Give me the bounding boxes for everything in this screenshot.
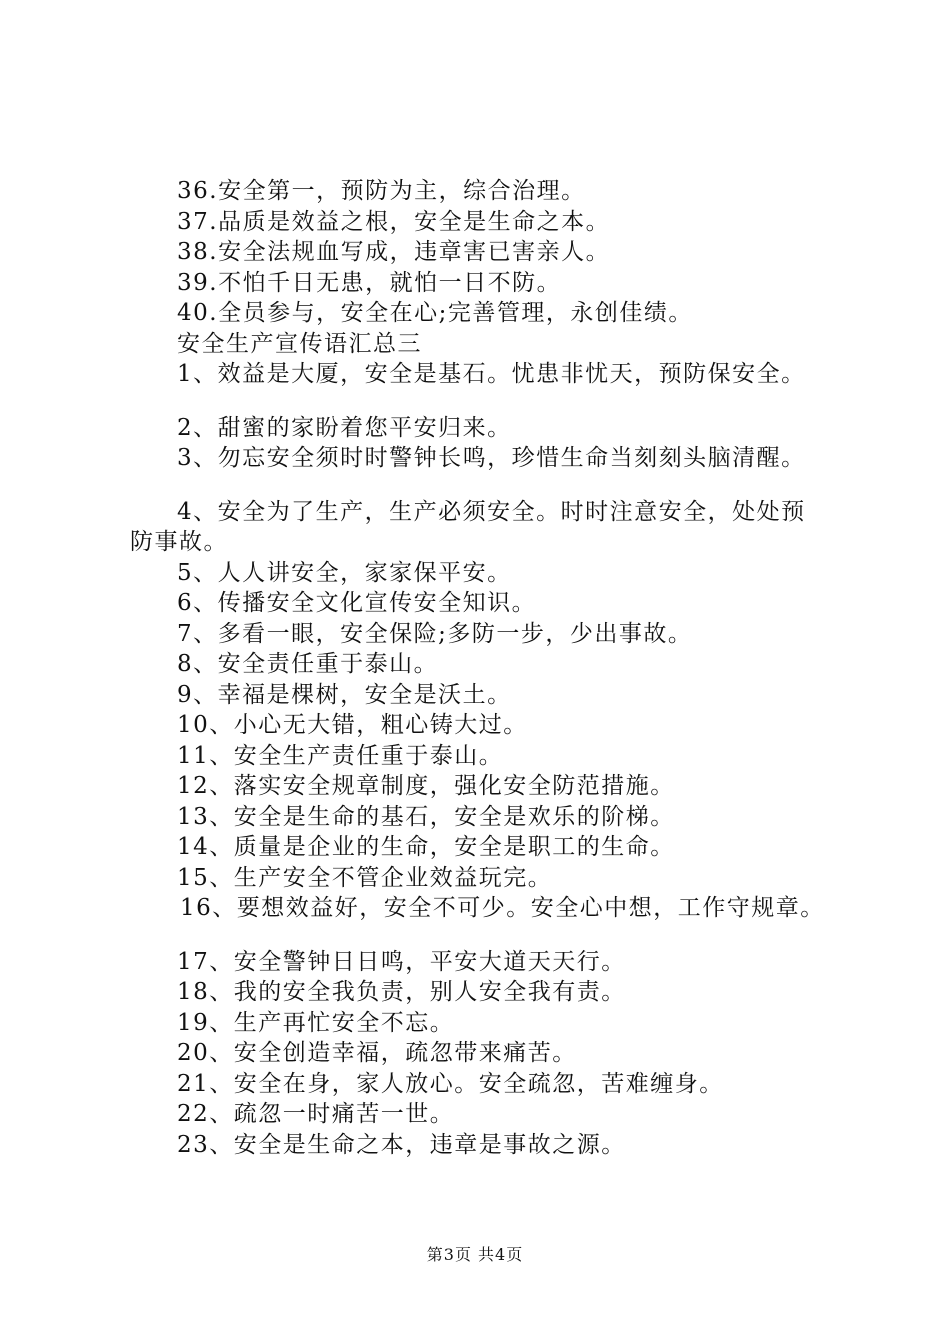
text-line: 40.全员参与，安全在心;完善管理，永创佳绩。 <box>177 300 693 326</box>
text-line: 13、安全是生命的基石，安全是欢乐的阶梯。 <box>177 803 675 830</box>
text-line: 19、生产再忙安全不忘。 <box>177 1009 455 1036</box>
text-line: 7、多看一眼，安全保险;多防一步，少出事故。 <box>177 620 693 647</box>
text-line: 8、安全责任重于泰山。 <box>177 651 439 677</box>
document-body <box>130 176 850 1160</box>
text-line: 21、安全在身，家人放心。安全疏忽，苦难缠身。 <box>177 1070 724 1097</box>
text-line: 15、生产安全不管企业效益玩完。 <box>177 864 553 891</box>
blank-line <box>130 474 850 497</box>
text-line: 1、效益是大厦，安全是基石。忧患非忧天，预防保安全。 <box>177 361 806 387</box>
text-line: 38.安全法规血写成，违章害已害亲人。 <box>177 239 611 265</box>
blank-line <box>130 390 850 413</box>
text-line: 6、传播安全文化宣传安全知识。 <box>177 590 537 616</box>
text-line: 37.品质是效益之根，安全是生命之本。 <box>177 208 611 235</box>
section-heading: 安全生产宣传语汇总三 <box>177 330 422 357</box>
text-line: 14、质量是企业的生命，安全是职工的生命。 <box>177 834 675 860</box>
text-line: 11、安全生产责任重于泰山。 <box>177 742 504 769</box>
text-line: 5、人人讲安全，家家保平安。 <box>177 559 512 586</box>
text-line: 23、安全是生命之本，违章是事故之源。 <box>177 1131 626 1158</box>
text-line: 3、勿忘安全须时时警钟长鸣，珍惜生命当刻刻头脑清醒。 <box>177 445 806 471</box>
text-line: 16、要想效益好，安全不可少。安全心中想，工作守规章。 <box>180 895 825 921</box>
text-line: 20、安全创造幸福，疏忽带来痛苦。 <box>177 1040 577 1066</box>
text-line: 2、甜蜜的家盼着您平安归来。 <box>177 414 512 441</box>
text-line: 39.不怕千日无患，就怕一日不防。 <box>177 269 562 296</box>
text-line-continuation: 防事故。 <box>130 529 228 555</box>
page-footer: 第3页 共4页 <box>426 1245 524 1264</box>
blank-line <box>130 924 850 947</box>
text-line: 36.安全第一，预防为主，综合治理。 <box>177 178 586 204</box>
text-line: 9、幸福是棵树，安全是沃土。 <box>177 681 512 708</box>
text-line: 12、落实安全规章制度，强化安全防范措施。 <box>177 773 675 799</box>
text-line: 4、安全为了生产，生产必须安全。时时注意安全，处处预 <box>177 498 806 525</box>
text-line: 10、小心无大错，粗心铸大过。 <box>177 712 528 738</box>
text-line: 22、疏忽一时痛苦一世。 <box>177 1101 455 1127</box>
text-line: 17、安全警钟日日鸣，平安大道天天行。 <box>177 948 626 975</box>
text-line: 18、我的安全我负责，别人安全我有责。 <box>177 979 626 1005</box>
